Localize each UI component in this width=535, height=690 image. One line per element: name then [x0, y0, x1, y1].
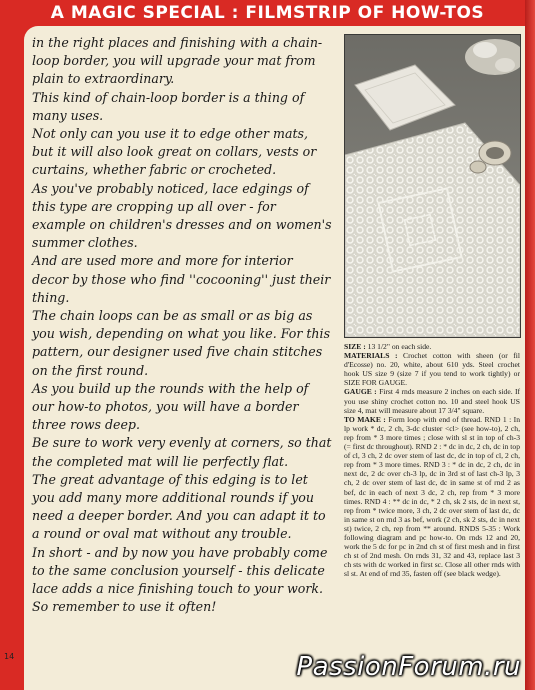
article-text: [32, 34, 332, 617]
materials-line: [344, 351, 520, 387]
size-line: [344, 342, 520, 351]
article-paragraph: in the right places and finishing with a chain-loop border, you will upgrade your mat from plain to extraordinary.: [32, 35, 323, 87]
materials-text: Crochet cotton with sheen (or fil d'Ecosse) no. 20, white, about 610 yds. Steel crochet hook US size 9 (size 7 if you tend to work tightly) or SIZE FOR GAUGE.: [344, 351, 521, 388]
article-paragraph: As you've probably noticed, lace edgings of this type are cropping up all over - for example on children's dresses and on women's summer clothes.: [32, 180, 332, 251]
crochet-mat-photo: [344, 34, 521, 338]
watermark: PassionForum.ru: [296, 652, 521, 682]
gauge-text: First 4 rnds measure 2 inches on each side. If you use shiny crochet cotton no. 10 and steel hook US size 4, mat will measure about 17 3/4" square.: [344, 387, 521, 415]
article-paragraph: And are used more and more for interior decor by those who find ''cocooning'' just their thing.: [32, 253, 331, 305]
article-paragraph: Be sure to work very evenly at corners, so that the completed mat will lie perfectly flat.: [32, 435, 332, 469]
gauge-line: [344, 387, 520, 414]
page-number: 14: [4, 652, 15, 661]
page-header: A MAGIC SPECIAL : FILMSTRIP OF HOW-TOS: [0, 0, 535, 26]
page-spine: [525, 0, 535, 690]
article-paragraph: The great advantage of this edging is to let you add many more additional rounds if you need a deeper border. And you can adapt it to a round or oval mat without any trouble.: [32, 471, 326, 542]
article-paragraph: This kind of chain-loop border is a thing of many uses.: [32, 89, 305, 123]
size-text: 13 1/2" on each side.: [367, 342, 432, 351]
article-paragraph: As you build up the rounds with the help of our how-to photos, you will have a border three rows deep.: [32, 380, 309, 433]
article-paragraph: So remember to use it often!: [32, 599, 217, 615]
magazine-page: [24, 26, 527, 690]
article-paragraph: Not only can you use it to edge other mats, but it will also look great on collars, vests or curtains, whether fabric or crocheted.: [32, 126, 317, 178]
article-paragraph: In short - and by now you have probably come to the same conclusion yourself - this delicate lace adds a nice finishing touch to your work.: [32, 544, 328, 597]
gauge-label: GAUGE :: [344, 387, 377, 397]
make-line: [344, 415, 520, 579]
materials-label: MATERIALS :: [344, 351, 398, 361]
article-paragraph: The chain loops can be as small or as big as you wish, depending on what you like. For this pattern, our designer used five chain stitches on the first round.: [32, 308, 331, 378]
make-label: TO MAKE :: [344, 414, 386, 424]
size-label: SIZE :: [344, 342, 366, 351]
make-text: Form loop with end of thread. RND 1 : In lp work * dc, 2 ch, 3-dc cluster <cl> (see how-to), 2 ch, rep from * 3 more times ; close with sl st in top of ch-3 (= first dc throughout). RND 2 : * dc in dc, 2 ch, dc in top of cl, 3 ch, 2 dc over stem of last dc, dc in top of cl, 2 ch, rep from * 3 more times. RND 3 : * dc in dc, 2 ch, dc in next dc, 2 dc over ch-3 lp, dc in 3rd st of last ch-3 lp, 3 ch, 2 dc over stem of last dc, dc in same st of rnd 2 as bef, dc in each of next 3 dc, 2 ch, rep from * 3 more times. RND 4 : ** dc in dc, * 2 ch, sk 2 sts, dc in next st, rep from * twice more, 3 ch, 2 dc over stem of last dc, dc in same st on rnd 3 as bef, work (2 ch, sk 2 sts, dc in next st) twice, 2 ch, rep from ** around. RNDS 5-35 : Work following diagram and pc how-to. On rnds 12 and 20, work the 5 dc for pc in 2nd ch st of first mesh and in first ch st of 2nd mesh. On rnds 31, 32 and 43, replace last 3 ch sts with dc worked in first sc. Close all other rnds with sl st. At end of rnd 35, fasten off (see black wedge).: [344, 414, 520, 579]
pattern-instructions: [344, 342, 520, 578]
